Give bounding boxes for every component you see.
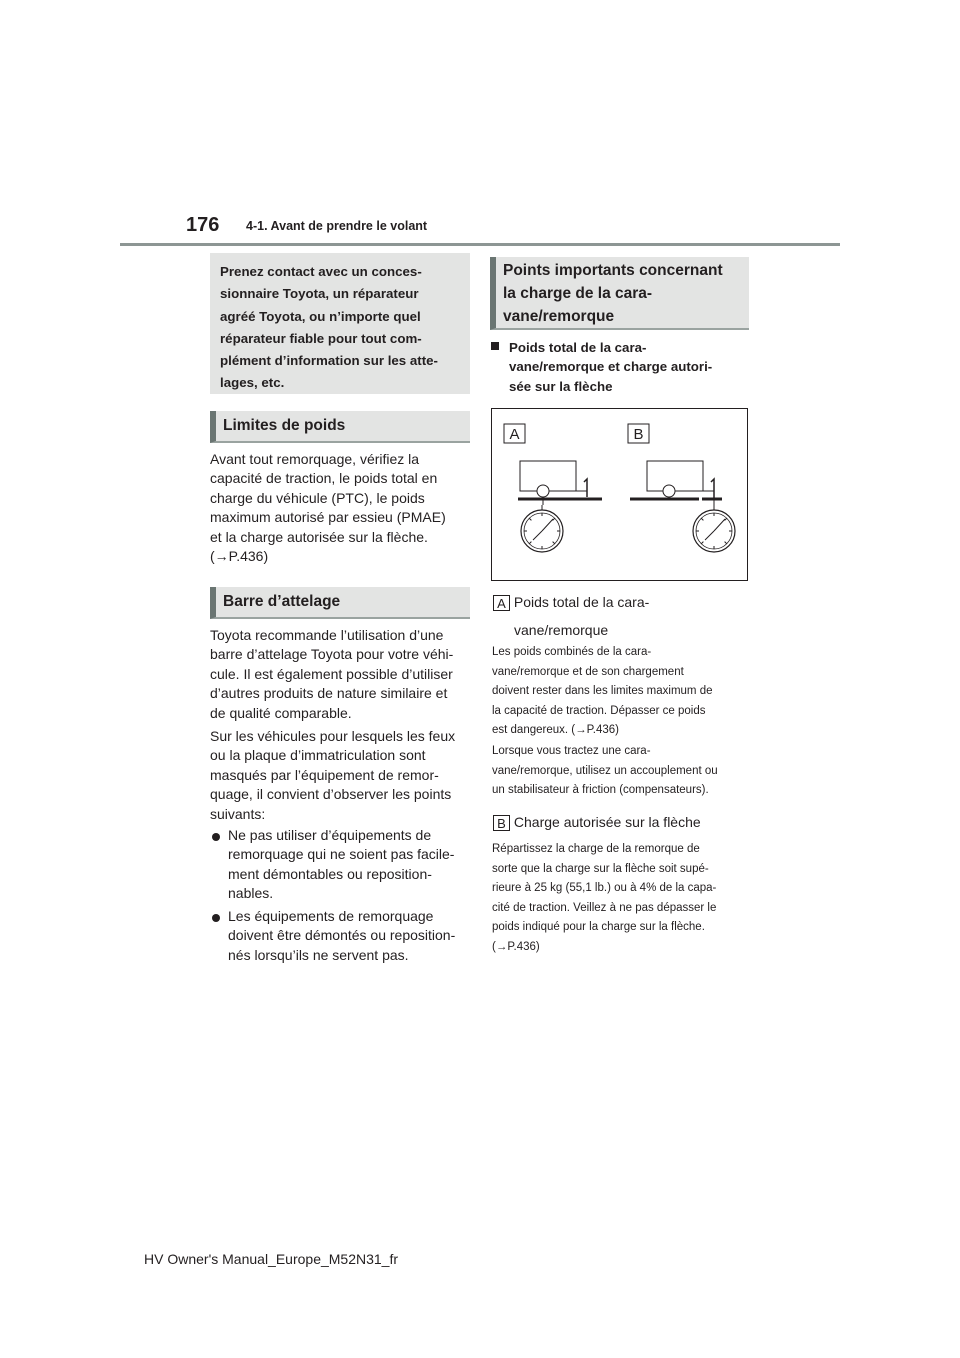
bullet-text: Ne pas utiliser d’équipements de remorquage qui ne soient pas facile- ment démontables ou reposition- nables. (228, 827, 455, 902)
limites-text: Avant tout remorquage, vérifiez la capacité de traction, le poids total en charge du véhicule (PTC), le poids maximum autorisé par essieu (PMAE) et la charge autorisée sur la flèche. (→P.436) (210, 451, 446, 565)
item-a-title-continued: vane/remorque (514, 622, 609, 638)
bullet-item (210, 907, 472, 965)
item-b-text: Répartissez la charge de la remorque de sorte que la charge sur la flèche soit supé- rieure à 25 kg (55,1 lb.) ou à 4% de la capa- cité de traction. Veillez à ne pas dépasser le poids indiqué pour la charge sur la flèche. (→P.436) (492, 843, 717, 953)
item-a-title: A Poids total de la cara- (493, 593, 649, 612)
barre-text-1: Toyota recommande l’utilisation d’une barre d’attelage Toyota pour votre véhi- cule. Il est également possible d’utiliser d’autres produits de nature similaire et de qualité comparable. (210, 627, 454, 721)
bullet-icon (212, 833, 220, 841)
bullet-text: Les équipements de remorquage doivent être démontés ou reposition- nés lorsqu’ils ne servent pas. (228, 908, 456, 963)
item-a-text-1: Les poids combinés de la cara- vane/remorque et de son chargement doivent rester dans les limites maximum de la capacité de traction. Dépasser ce poids est dangereux. (→P.436) (492, 646, 713, 736)
barre-heading: Barre d’attelage (210, 587, 470, 619)
contact-note-text: Prenez contact avec un conces- sionnaire Toyota, un réparateur agréé Toyota, ou n’importe quel réparateur fiable pour tout com- plément d’information sur les atte- lages, etc. (220, 264, 438, 391)
label-a: A (493, 595, 510, 611)
page-number: 176 (186, 214, 220, 236)
svg-text:B: B (633, 426, 644, 443)
barre-text-2: Sur les véhicules pour lesquels les feux ou la plaque d’immatriculation sont masqués par l’équipement de remor- quage, il convient d’observer les points suivants: (210, 728, 456, 822)
weight-subheading: Poids total de la cara- vane/remorque et charge autori- sée sur la flèche (490, 338, 749, 396)
points-heading: Points importants concernant la charge de la cara- vane/remorque (490, 257, 749, 330)
bullet-icon (212, 914, 220, 922)
square-bullet-icon (491, 342, 499, 350)
label-b: B (493, 815, 510, 831)
section-title: 4-1. Avant de prendre le volant (246, 219, 428, 233)
trailer-weight-figure (491, 408, 748, 581)
label-a-box (504, 424, 525, 443)
trailer-diagram (492, 409, 747, 580)
item-a-text-2: Lorsque vous tractez une cara- vane/remorque, utilisez un accouplement ou un stabilisateur à friction (compensateurs). (492, 745, 718, 796)
contact-note-box (210, 253, 470, 394)
footer-manual-id: HV Owner's Manual_Europe_M52N31_fr (144, 1251, 399, 1267)
bullet-item (210, 826, 472, 904)
trailer-a-diagram (518, 461, 602, 552)
item-b-title: B Charge autorisée sur la flèche (493, 813, 701, 832)
svg-text:A: A (509, 426, 520, 443)
trailer-b-diagram (630, 461, 735, 552)
label-b-box (628, 424, 649, 443)
header-rule (120, 243, 840, 246)
limites-heading: Limites de poids (210, 411, 470, 443)
